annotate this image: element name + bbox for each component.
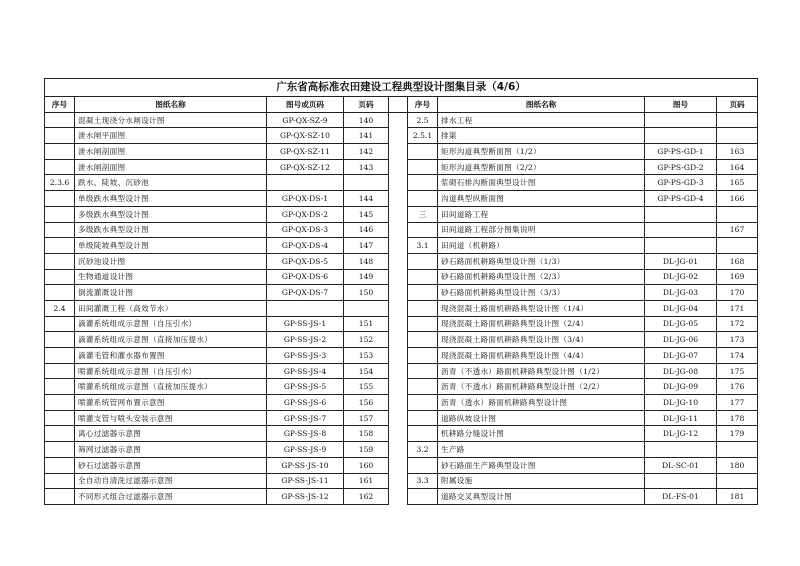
right-page-cell: 175 bbox=[717, 363, 758, 379]
left-no-cell bbox=[45, 379, 75, 395]
right-page-cell: 179 bbox=[717, 426, 758, 442]
right-no-cell bbox=[408, 332, 438, 348]
left-no-cell bbox=[45, 332, 75, 348]
table-row bbox=[45, 489, 758, 505]
table-row bbox=[45, 269, 758, 285]
table-row bbox=[45, 395, 758, 411]
table-row bbox=[45, 206, 758, 222]
left-code-cell: GP-QX-DS-7 bbox=[267, 285, 344, 301]
left-page-cell: 153 bbox=[344, 348, 389, 364]
right-name-cell: 生产路 bbox=[438, 442, 645, 458]
left-code-cell: GP-QX-SZ-11 bbox=[267, 144, 344, 160]
table-row bbox=[45, 348, 758, 364]
left-name-cell: 泄水闸剖面图 bbox=[75, 159, 267, 175]
left-no-cell: 2.4 bbox=[45, 300, 75, 316]
table-row bbox=[45, 285, 758, 301]
table-row bbox=[45, 238, 758, 254]
table-row bbox=[45, 442, 758, 458]
right-name-cell: 现浇混凝土路面机耕路典型设计图（1/4） bbox=[438, 300, 645, 316]
left-no-cell bbox=[45, 159, 75, 175]
right-code-cell: GP-PS-GD-2 bbox=[645, 159, 717, 175]
right-name-cell: 田间道（机耕路） bbox=[438, 238, 645, 254]
header-right-no: 序号 bbox=[408, 97, 438, 113]
header-right-page: 页码 bbox=[717, 97, 758, 113]
right-code-cell: GP-PS-GD-4 bbox=[645, 191, 717, 207]
left-code-cell: GP-QX-DS-3 bbox=[267, 222, 344, 238]
left-name-cell: 多级跌水典型设计图 bbox=[75, 222, 267, 238]
column-gap bbox=[389, 206, 408, 222]
right-name-cell: 砂石路面生产路典型设计图 bbox=[438, 457, 645, 473]
left-name-cell: 离心过滤器示意图 bbox=[75, 426, 267, 442]
right-page-cell: 169 bbox=[717, 269, 758, 285]
right-name-cell: 砂石路面机耕路典型设计图（3/3） bbox=[438, 285, 645, 301]
left-page-cell: 156 bbox=[344, 395, 389, 411]
table-row bbox=[45, 426, 758, 442]
left-no-cell bbox=[45, 473, 75, 489]
right-code-cell bbox=[645, 442, 717, 458]
left-code-cell: GP-QX-DS-4 bbox=[267, 238, 344, 254]
column-gap bbox=[389, 128, 408, 144]
left-name-cell: 泄水闸剖面图 bbox=[75, 144, 267, 160]
left-page-cell: 157 bbox=[344, 410, 389, 426]
table-row bbox=[45, 332, 758, 348]
left-code-cell: GP-QX-DS-6 bbox=[267, 269, 344, 285]
column-gap bbox=[389, 410, 408, 426]
right-no-cell: 2.5.1 bbox=[408, 128, 438, 144]
header-left-code: 图号或页码 bbox=[267, 97, 344, 113]
left-no-cell bbox=[45, 489, 75, 505]
column-gap bbox=[389, 489, 408, 505]
left-name-cell: 多级跌水典型设计图 bbox=[75, 206, 267, 222]
right-no-cell bbox=[408, 426, 438, 442]
right-code-cell: DL-JG-04 bbox=[645, 300, 717, 316]
left-no-cell bbox=[45, 144, 75, 160]
left-page-cell: 148 bbox=[344, 253, 389, 269]
left-name-cell: 喷灌系统组成示意图（自压引水） bbox=[75, 363, 267, 379]
right-code-cell: DL-JG-11 bbox=[645, 410, 717, 426]
header-right-name: 图纸名称 bbox=[438, 97, 645, 113]
left-name-cell: 滴灌系统组成示意图（自压引水） bbox=[75, 316, 267, 332]
right-code-cell bbox=[645, 238, 717, 254]
right-page-cell: 176 bbox=[717, 379, 758, 395]
left-page-cell: 140 bbox=[344, 112, 389, 128]
left-page-cell: 141 bbox=[344, 128, 389, 144]
right-code-cell: DL-JG-01 bbox=[645, 253, 717, 269]
table-row bbox=[45, 253, 758, 269]
left-code-cell: GP-QX-SZ-10 bbox=[267, 128, 344, 144]
left-no-cell bbox=[45, 222, 75, 238]
left-code-cell: GP-SS-JS-5 bbox=[267, 379, 344, 395]
right-code-cell bbox=[645, 206, 717, 222]
catalog-sheet bbox=[44, 78, 757, 505]
right-no-cell bbox=[408, 191, 438, 207]
left-code-cell: GP-SS-JS-6 bbox=[267, 395, 344, 411]
right-page-cell: 174 bbox=[717, 348, 758, 364]
column-gap bbox=[389, 348, 408, 364]
table-row bbox=[45, 112, 758, 128]
right-no-cell bbox=[408, 144, 438, 160]
right-code-cell: DL-JG-12 bbox=[645, 426, 717, 442]
left-code-cell: GP-SS-JS-10 bbox=[267, 457, 344, 473]
catalog-table bbox=[44, 78, 758, 505]
right-page-cell: 180 bbox=[717, 457, 758, 473]
right-page-cell: 167 bbox=[717, 222, 758, 238]
right-page-cell bbox=[717, 442, 758, 458]
right-code-cell: DL-JG-03 bbox=[645, 285, 717, 301]
left-no-cell bbox=[45, 426, 75, 442]
right-no-cell: 2.5 bbox=[408, 112, 438, 128]
left-page-cell: 145 bbox=[344, 206, 389, 222]
table-row bbox=[45, 473, 758, 489]
left-code-cell: GP-QX-SZ-9 bbox=[267, 112, 344, 128]
table-row bbox=[45, 159, 758, 175]
right-name-cell: 道路交叉典型设计图 bbox=[438, 489, 645, 505]
right-no-cell bbox=[408, 379, 438, 395]
right-name-cell: 现浇混凝土路面机耕路典型设计图（2/4） bbox=[438, 316, 645, 332]
right-page-cell: 170 bbox=[717, 285, 758, 301]
right-page-cell: 181 bbox=[717, 489, 758, 505]
column-gap bbox=[389, 426, 408, 442]
left-page-cell: 152 bbox=[344, 332, 389, 348]
table-row bbox=[45, 316, 758, 332]
table-row bbox=[45, 457, 758, 473]
right-code-cell bbox=[645, 222, 717, 238]
right-name-cell: 田间道路工程部分图集说明 bbox=[438, 222, 645, 238]
left-page-cell: 142 bbox=[344, 144, 389, 160]
left-code-cell bbox=[267, 175, 344, 191]
column-gap bbox=[389, 457, 408, 473]
right-page-cell: 168 bbox=[717, 253, 758, 269]
column-gap bbox=[389, 144, 408, 160]
right-name-cell: 附属设施 bbox=[438, 473, 645, 489]
header-left-no: 序号 bbox=[45, 97, 75, 113]
left-name-cell: 滴灌毛管和灌水器布置图 bbox=[75, 348, 267, 364]
right-page-cell bbox=[717, 128, 758, 144]
left-name-cell: 田间灌溉工程（高效节水） bbox=[75, 300, 267, 316]
right-name-cell: 机耕路分缝设计图 bbox=[438, 426, 645, 442]
column-gap bbox=[389, 159, 408, 175]
left-name-cell: 泄水闸平面图 bbox=[75, 128, 267, 144]
right-code-cell bbox=[645, 128, 717, 144]
header-row bbox=[45, 97, 758, 113]
right-code-cell: DL-JG-05 bbox=[645, 316, 717, 332]
right-no-cell bbox=[408, 175, 438, 191]
right-name-cell: 沥青（透水）路面机耕路典型设计图 bbox=[438, 395, 645, 411]
right-no-cell bbox=[408, 457, 438, 473]
table-row bbox=[45, 410, 758, 426]
table-row bbox=[45, 144, 758, 160]
right-name-cell: 砂石路面机耕路典型设计图（1/3） bbox=[438, 253, 645, 269]
right-no-cell bbox=[408, 363, 438, 379]
right-code-cell bbox=[645, 112, 717, 128]
right-no-cell bbox=[408, 300, 438, 316]
left-name-cell: 沉砂池设计图 bbox=[75, 253, 267, 269]
left-page-cell: 150 bbox=[344, 285, 389, 301]
table-row bbox=[45, 363, 758, 379]
right-name-cell: 现浇混凝土路面机耕路典型设计图（4/4） bbox=[438, 348, 645, 364]
right-code-cell: DL-JG-08 bbox=[645, 363, 717, 379]
right-name-cell: 沥青（不透水）路面机耕路典型设计图（2/2） bbox=[438, 379, 645, 395]
table-row bbox=[45, 379, 758, 395]
table-row bbox=[45, 175, 758, 191]
column-gap bbox=[389, 112, 408, 128]
right-code-cell: DL-JG-06 bbox=[645, 332, 717, 348]
right-no-cell bbox=[408, 253, 438, 269]
right-name-cell: 矩形沟道典型断面图（1/2） bbox=[438, 144, 645, 160]
left-no-cell bbox=[45, 206, 75, 222]
left-name-cell: 全自动自清洗过滤器示意图 bbox=[75, 473, 267, 489]
left-code-cell: GP-SS-JS-7 bbox=[267, 410, 344, 426]
right-no-cell: 3.2 bbox=[408, 442, 438, 458]
left-no-cell bbox=[45, 191, 75, 207]
right-no-cell bbox=[408, 395, 438, 411]
right-no-cell: 三 bbox=[408, 206, 438, 222]
right-no-cell bbox=[408, 285, 438, 301]
left-code-cell: GP-QX-SZ-12 bbox=[267, 159, 344, 175]
header-right-code: 图号 bbox=[645, 97, 717, 113]
left-no-cell: 2.3.6 bbox=[45, 175, 75, 191]
column-gap bbox=[389, 395, 408, 411]
left-page-cell: 158 bbox=[344, 426, 389, 442]
left-name-cell: 生物通道设计图 bbox=[75, 269, 267, 285]
right-name-cell: 沥青（不透水）路面机耕路典型设计图（1/2） bbox=[438, 363, 645, 379]
table-row bbox=[45, 128, 758, 144]
right-page-cell bbox=[717, 206, 758, 222]
left-name-cell: 单级陡坡典型设计图 bbox=[75, 238, 267, 254]
column-gap bbox=[389, 285, 408, 301]
left-no-cell bbox=[45, 316, 75, 332]
right-code-cell: GP-PS-GD-3 bbox=[645, 175, 717, 191]
header-left-name: 图纸名称 bbox=[75, 97, 267, 113]
left-code-cell: GP-SS-JS-3 bbox=[267, 348, 344, 364]
right-page-cell: 173 bbox=[717, 332, 758, 348]
column-gap bbox=[389, 332, 408, 348]
right-code-cell: DL-JG-09 bbox=[645, 379, 717, 395]
right-code-cell: DL-JG-07 bbox=[645, 348, 717, 364]
right-name-cell: 沟道典型纵断面图 bbox=[438, 191, 645, 207]
right-page-cell: 172 bbox=[717, 316, 758, 332]
left-page-cell bbox=[344, 175, 389, 191]
right-name-cell: 排渠 bbox=[438, 128, 645, 144]
right-code-cell: GP-PS-GD-1 bbox=[645, 144, 717, 160]
left-page-cell: 149 bbox=[344, 269, 389, 285]
left-code-cell: GP-SS-JS-2 bbox=[267, 332, 344, 348]
right-no-cell bbox=[408, 222, 438, 238]
left-no-cell bbox=[45, 253, 75, 269]
left-name-cell: 混凝土现浇分水闸设计图 bbox=[75, 112, 267, 128]
left-no-cell bbox=[45, 363, 75, 379]
left-name-cell: 喷灌支管与喷头安装示意图 bbox=[75, 410, 267, 426]
left-name-cell: 喷灌系统组成示意图（直接加压提水） bbox=[75, 379, 267, 395]
right-no-cell bbox=[408, 489, 438, 505]
left-name-cell: 喷灌系统管网布置示意图 bbox=[75, 395, 267, 411]
right-name-cell: 排水工程 bbox=[438, 112, 645, 128]
column-gap bbox=[389, 175, 408, 191]
column-gap bbox=[389, 379, 408, 395]
left-page-cell: 155 bbox=[344, 379, 389, 395]
left-page-cell: 159 bbox=[344, 442, 389, 458]
left-no-cell bbox=[45, 285, 75, 301]
column-gap bbox=[389, 97, 408, 113]
left-code-cell: GP-SS-JS-9 bbox=[267, 442, 344, 458]
left-name-cell: 砂石过滤器示意图 bbox=[75, 457, 267, 473]
right-page-cell: 163 bbox=[717, 144, 758, 160]
table-row bbox=[45, 222, 758, 238]
right-no-cell bbox=[408, 348, 438, 364]
left-page-cell: 162 bbox=[344, 489, 389, 505]
left-page-cell: 151 bbox=[344, 316, 389, 332]
column-gap bbox=[389, 300, 408, 316]
column-gap bbox=[389, 316, 408, 332]
left-no-cell bbox=[45, 128, 75, 144]
left-name-cell: 滴灌系统组成示意图（直接加压提水） bbox=[75, 332, 267, 348]
right-name-cell: 浆砌石排沟断面典型设计图 bbox=[438, 175, 645, 191]
left-page-cell: 143 bbox=[344, 159, 389, 175]
left-no-cell bbox=[45, 395, 75, 411]
right-page-cell: 166 bbox=[717, 191, 758, 207]
left-name-cell: 跌水、陡坡、沉砂池 bbox=[75, 175, 267, 191]
right-code-cell: DL-SC-01 bbox=[645, 457, 717, 473]
column-gap bbox=[389, 191, 408, 207]
left-page-cell: 146 bbox=[344, 222, 389, 238]
left-name-cell: 单级跌水典型设计图 bbox=[75, 191, 267, 207]
right-page-cell: 178 bbox=[717, 410, 758, 426]
left-no-cell bbox=[45, 269, 75, 285]
right-page-cell bbox=[717, 473, 758, 489]
left-code-cell: GP-QX-DS-5 bbox=[267, 253, 344, 269]
left-name-cell: 倒流灌溉设计图 bbox=[75, 285, 267, 301]
right-no-cell bbox=[408, 159, 438, 175]
right-page-cell: 164 bbox=[717, 159, 758, 175]
table-row bbox=[45, 191, 758, 207]
left-name-cell: 不同形式组合过滤器示意图 bbox=[75, 489, 267, 505]
column-gap bbox=[389, 442, 408, 458]
left-name-cell: 筛网过滤器示意图 bbox=[75, 442, 267, 458]
left-page-cell bbox=[344, 300, 389, 316]
left-code-cell: GP-SS-JS-1 bbox=[267, 316, 344, 332]
left-code-cell: GP-QX-DS-2 bbox=[267, 206, 344, 222]
column-gap bbox=[389, 222, 408, 238]
right-page-cell: 171 bbox=[717, 300, 758, 316]
right-name-cell: 田间道路工程 bbox=[438, 206, 645, 222]
column-gap bbox=[389, 253, 408, 269]
left-page-cell: 161 bbox=[344, 473, 389, 489]
right-name-cell: 道路纵坡设计图 bbox=[438, 410, 645, 426]
left-no-cell bbox=[45, 112, 75, 128]
right-page-cell bbox=[717, 238, 758, 254]
right-code-cell bbox=[645, 473, 717, 489]
left-code-cell: GP-SS-JS-4 bbox=[267, 363, 344, 379]
left-no-cell bbox=[45, 457, 75, 473]
catalog-title: 广东省高标准农田建设工程典型设计图集目录（4/6） bbox=[45, 79, 758, 97]
left-code-cell: GP-SS-JS-8 bbox=[267, 426, 344, 442]
right-code-cell: DL-FS-01 bbox=[645, 489, 717, 505]
left-code-cell: GP-SS-JS-11 bbox=[267, 473, 344, 489]
column-gap bbox=[389, 269, 408, 285]
right-no-cell bbox=[408, 269, 438, 285]
column-gap bbox=[389, 363, 408, 379]
left-code-cell bbox=[267, 300, 344, 316]
right-no-cell: 3.3 bbox=[408, 473, 438, 489]
catalog-rows bbox=[45, 112, 758, 504]
header-left-page: 页码 bbox=[344, 97, 389, 113]
left-page-cell: 144 bbox=[344, 191, 389, 207]
right-code-cell: DL-JG-10 bbox=[645, 395, 717, 411]
left-page-cell: 147 bbox=[344, 238, 389, 254]
left-code-cell: GP-SS-JS-12 bbox=[267, 489, 344, 505]
right-no-cell bbox=[408, 410, 438, 426]
right-no-cell: 3.1 bbox=[408, 238, 438, 254]
left-page-cell: 160 bbox=[344, 457, 389, 473]
right-page-cell bbox=[717, 112, 758, 128]
right-page-cell: 165 bbox=[717, 175, 758, 191]
right-no-cell bbox=[408, 316, 438, 332]
right-name-cell: 砂石路面机耕路典型设计图（2/3） bbox=[438, 269, 645, 285]
column-gap bbox=[389, 473, 408, 489]
left-no-cell bbox=[45, 348, 75, 364]
left-no-cell bbox=[45, 442, 75, 458]
right-name-cell: 矩形沟道典型断面图（2/2） bbox=[438, 159, 645, 175]
left-no-cell bbox=[45, 238, 75, 254]
column-gap bbox=[389, 238, 408, 254]
right-page-cell: 177 bbox=[717, 395, 758, 411]
table-row bbox=[45, 300, 758, 316]
left-no-cell bbox=[45, 410, 75, 426]
right-code-cell: DL-JG-02 bbox=[645, 269, 717, 285]
right-name-cell: 现浇混凝土路面机耕路典型设计图（3/4） bbox=[438, 332, 645, 348]
left-code-cell: GP-QX-DS-1 bbox=[267, 191, 344, 207]
left-page-cell: 154 bbox=[344, 363, 389, 379]
